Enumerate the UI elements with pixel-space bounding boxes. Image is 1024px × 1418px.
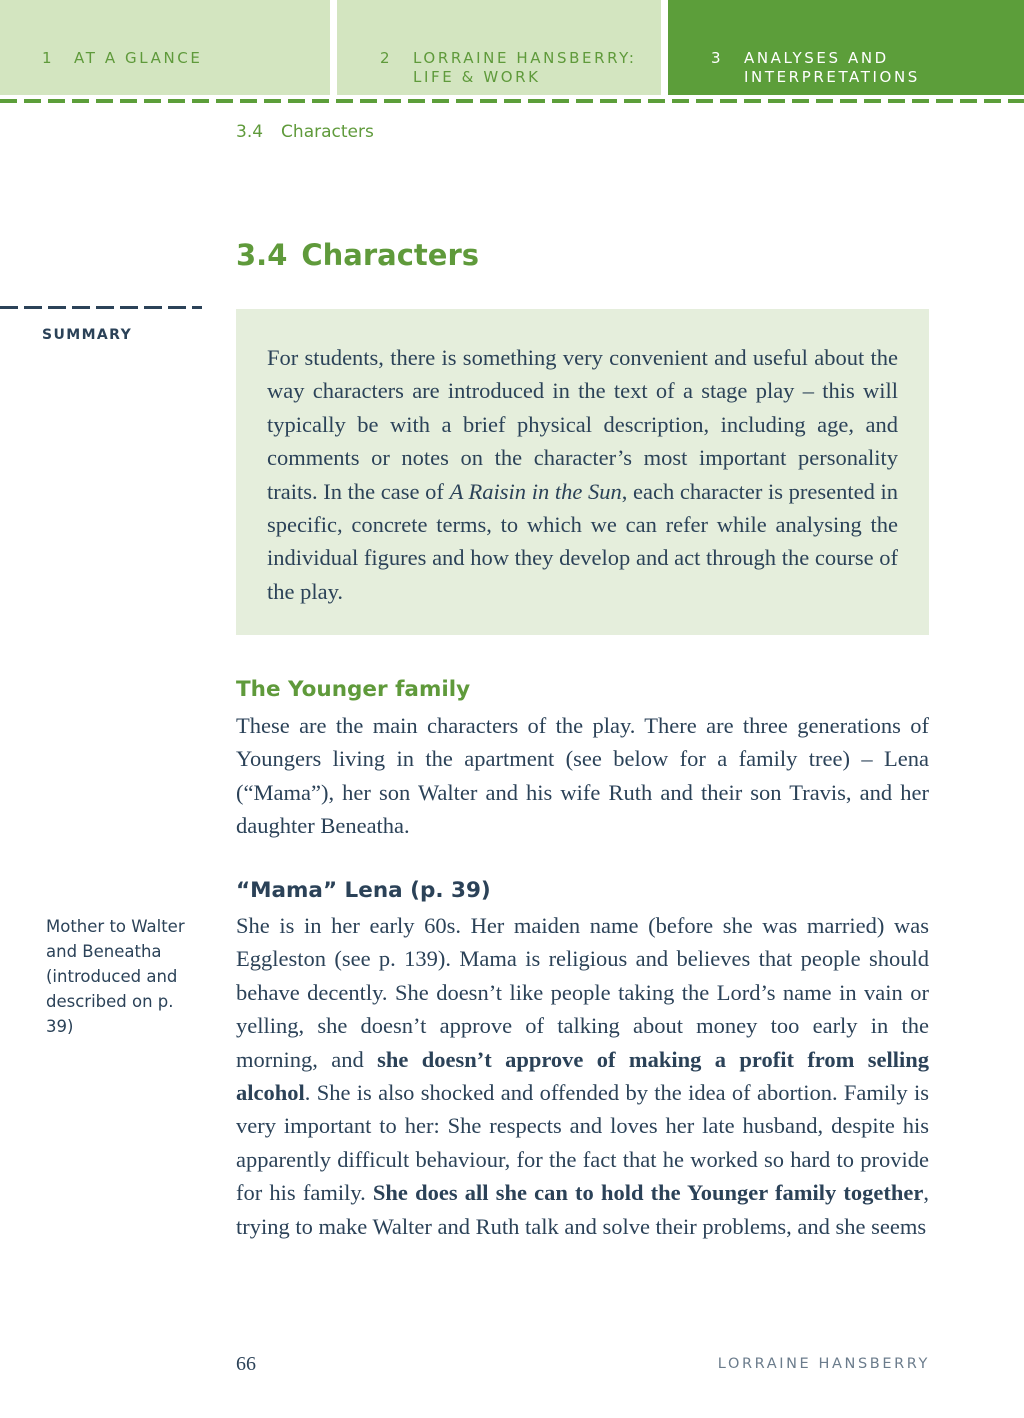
nav-tab-analyses[interactable] bbox=[668, 0, 1024, 95]
nav-tab-label-line1: ANALYSES AND bbox=[744, 49, 889, 67]
younger-family-heading: The Younger family bbox=[236, 677, 471, 702]
section-title bbox=[236, 238, 479, 272]
mama-lena-heading: “Mama” Lena (p. 39) bbox=[236, 878, 491, 903]
summary-dashed-divider bbox=[0, 306, 202, 309]
nav-tab-life-and-work[interactable] bbox=[337, 0, 661, 95]
summary-text-part1: For students, there is something very convenient and useful about the way characters are introduced in the text of a stage play – this will typically be with a brief physical description, including age, and comments or notes on the character’s most important personality traits. In the case of bbox=[267, 345, 898, 504]
summary-text-part2: , each character is presented in specific, concrete terms, to which we can refer while analysing the individual figures and how they develop and act through the course of the play. bbox=[267, 478, 898, 604]
nav-tab-number: 1 bbox=[42, 49, 55, 67]
nav-tab-label-line2: LIFE & WORK bbox=[413, 68, 541, 86]
mama-text-2: . She is also shocked and offended by the idea of abortion. Family is very important to her: She respects and loves her late husband, despite his apparently difficult behaviour, for the fact that he worked so hard to provide for his family. bbox=[236, 1080, 929, 1206]
nav-tab-label-line2: INTERPRETATIONS bbox=[744, 68, 920, 86]
mama-bold-1: she doesn’t approve of making a profit from selling alcohol bbox=[236, 1046, 929, 1106]
summary-label: SUMMARY bbox=[42, 327, 133, 343]
page-number: 66 bbox=[236, 1353, 256, 1375]
section-title-text: Characters bbox=[301, 238, 480, 272]
nav-tab-at-a-glance[interactable] bbox=[0, 0, 330, 95]
summary-text bbox=[267, 341, 898, 608]
section-number: 3.4 bbox=[236, 238, 288, 272]
nav-tab-label-line1: LORRAINE HANSBERRY: bbox=[413, 49, 637, 67]
younger-family-paragraph: These are the main characters of the play. There are three generations of Youngers living in the apartment (see below for a family tree) – Lena (“Mama”), her son Walter and his wife Ruth and their son Travis, and her daughter Beneatha. bbox=[236, 713, 929, 839]
play-title: A Raisin in the Sun bbox=[449, 478, 622, 504]
header-dashed-divider bbox=[0, 99, 1024, 103]
footer-author: LORRAINE HANSBERRY bbox=[717, 1356, 930, 1372]
running-head-number: 3.4 bbox=[236, 122, 264, 142]
nav-tab-label bbox=[744, 49, 920, 87]
running-head bbox=[236, 122, 374, 142]
margin-note-mama: Mother to Walter and Beneatha (introduced and described on p. 39) bbox=[46, 917, 185, 1036]
mama-bold-2: She does all she can to hold the Younger family together bbox=[372, 1180, 924, 1206]
nav-tab-number: 2 bbox=[380, 49, 393, 67]
mama-text-3: , trying to make Walter and Ruth talk and solve their problems, and she seems bbox=[236, 1180, 929, 1239]
nav-tab-label: AT A GLANCE bbox=[74, 49, 203, 67]
summary-box bbox=[236, 309, 929, 635]
nav-tab-number: 3 bbox=[711, 49, 724, 67]
running-head-title: Characters bbox=[281, 122, 374, 142]
mama-lena-paragraph bbox=[236, 909, 929, 1276]
mama-text-1: She is in her early 60s. Her maiden name (before she was married) was Eggleston (see p. 139). Mama is religious and believes that people should behave decently. She doesn’t like people taking the Lord’s name in vain or yelling, she doesn’t approve of talking about money too early in the morning, and bbox=[236, 913, 929, 1072]
nav-tab-label bbox=[413, 49, 637, 87]
